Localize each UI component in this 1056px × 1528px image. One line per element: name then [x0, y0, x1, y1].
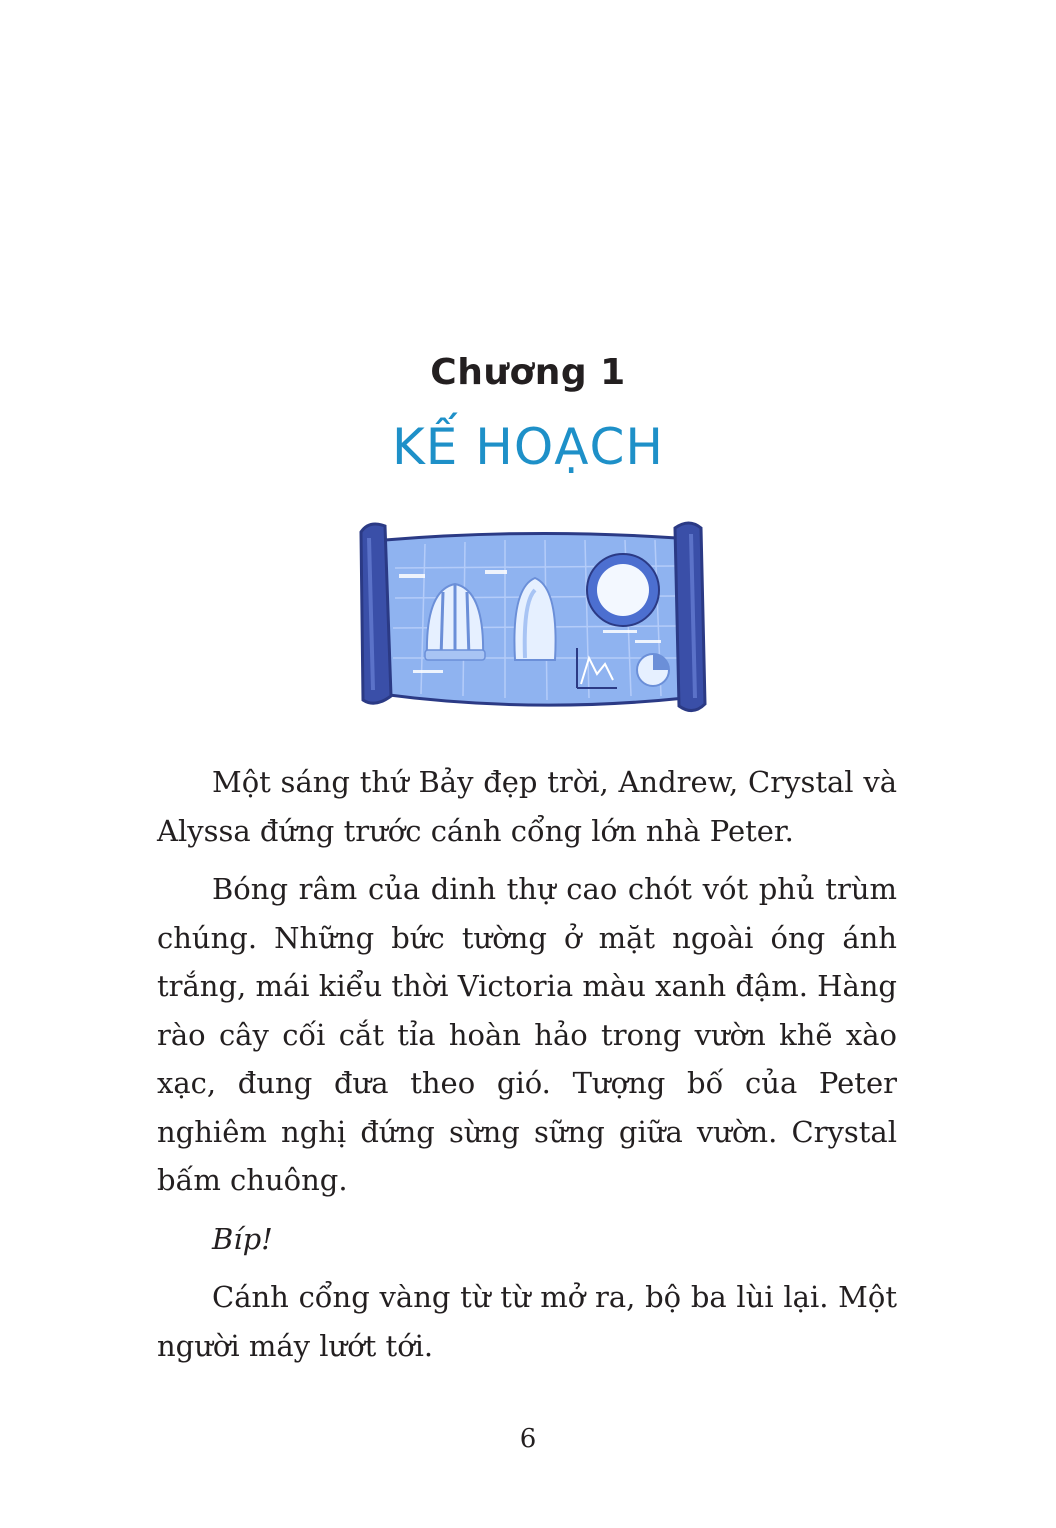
paragraph-4: Cánh cổng vàng từ từ mở ra, bộ ba lùi lại. Một người máy lướt tới.: [157, 1280, 897, 1363]
paragraph-3: Bíp!: [212, 1221, 273, 1256]
page-number: 6: [519, 1424, 537, 1454]
blueprint-scroll-icon: [355, 518, 707, 718]
body-text: [157, 758, 897, 1380]
paragraph-2: Bóng râm của dinh thự cao chót vót phủ trùm chúng. Những bức tường ở mặt ngoài óng ánh trắng, mái kiểu thời Victoria màu xanh đậm. Hàng rào cây cối cắt tỉa hoàn hảo trong vườn khẽ xào xạc, đung đưa theo gió. Tượng bố của Peter nghiêm nghị đứng sừng sững giữa vườn. Crystal bấm chuông.: [157, 872, 897, 1197]
paragraph-1: Một sáng thứ Bảy đẹp trời, Andrew, Crystal và Alyssa đứng trước cánh cổng lớn nhà Peter.: [157, 765, 897, 848]
chapter-title: KẾ HOẠCH: [392, 418, 664, 476]
chapter-label: Chương 1: [430, 352, 626, 393]
